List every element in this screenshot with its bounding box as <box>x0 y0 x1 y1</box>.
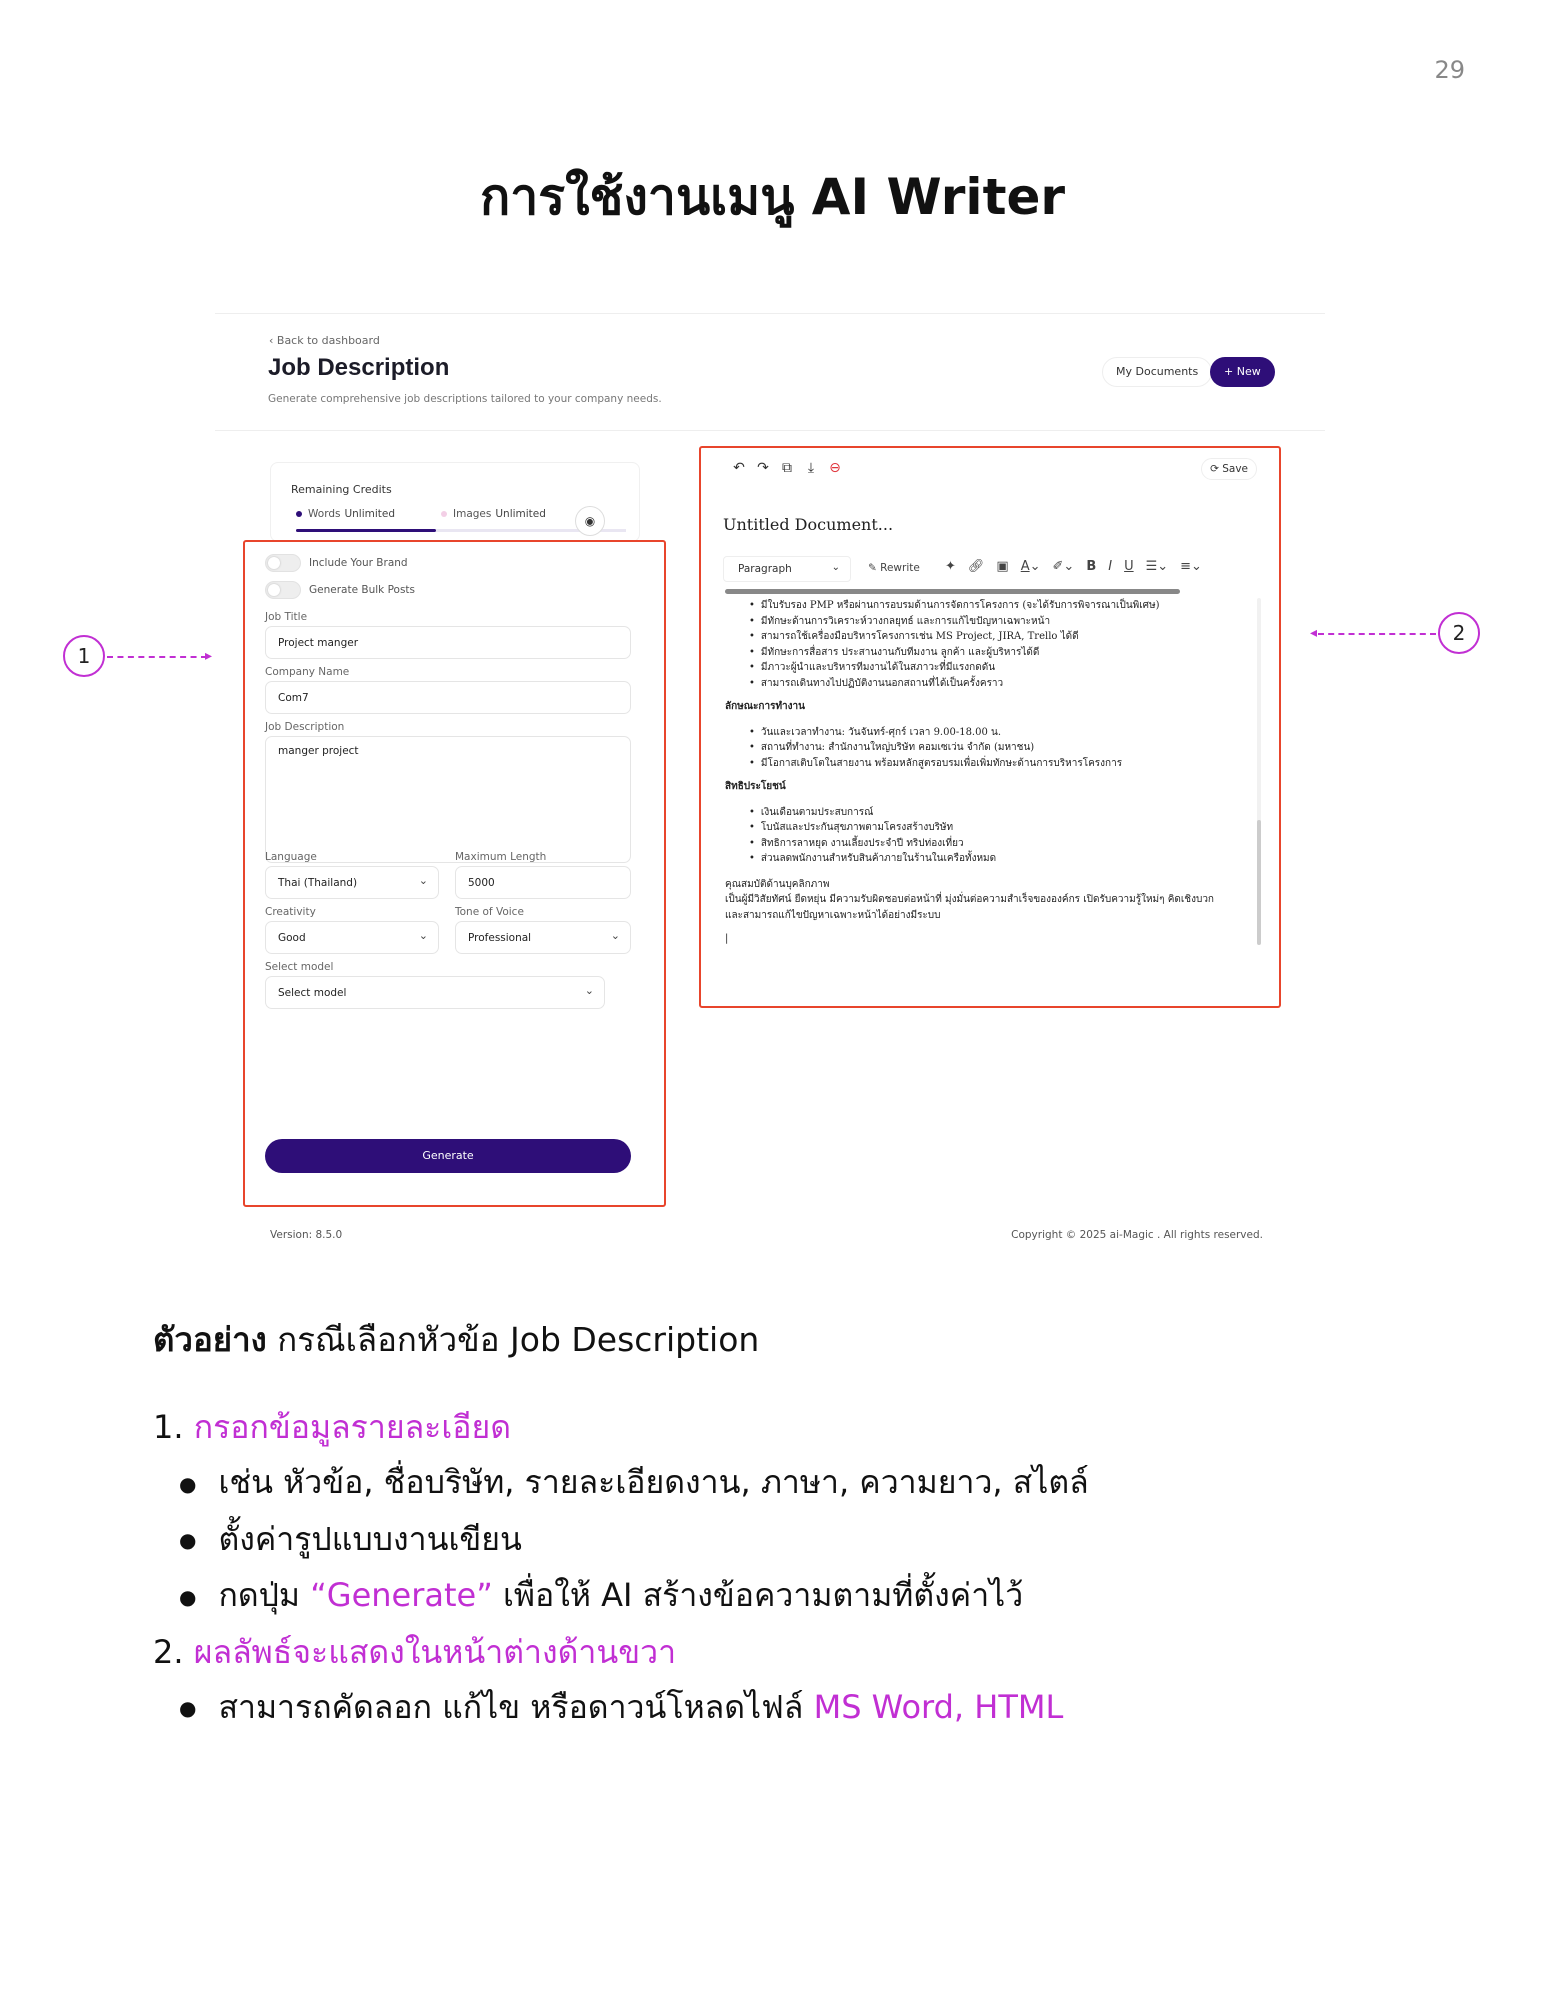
words-value: Unlimited <box>344 508 396 520</box>
tone-value: Professional <box>468 932 532 944</box>
step-2-sub-1 <box>153 1680 1089 1737</box>
text-cursor: | <box>725 933 729 944</box>
step-2-sub-1-highlight: MS Word, HTML <box>813 1687 1064 1726</box>
tool-title: Job Description <box>268 354 450 381</box>
section-heading: สิทธิประโยชน์ <box>725 781 786 792</box>
formatting-toolbar <box>723 556 1258 584</box>
redo-icon[interactable]: ↷ <box>757 460 769 476</box>
callout-2-line <box>1318 633 1436 635</box>
document-title[interactable]: Untitled Document... <box>723 515 894 534</box>
step-2-number: 2. <box>153 1632 194 1671</box>
generate-button[interactable]: Generate <box>265 1139 631 1173</box>
download-icon[interactable]: ⤓ <box>807 460 815 476</box>
example-heading <box>153 1313 759 1366</box>
creativity-label: Creativity <box>265 906 316 918</box>
italic-icon[interactable]: I <box>1108 559 1113 574</box>
list-item: • สถานที่ทำงาน: สำนักงานใหญ่บริษัท คอมเซเว่น จำกัด (มหาชน) <box>749 740 1235 756</box>
step-2 <box>153 1625 1089 1680</box>
model-value: Select model <box>278 987 347 999</box>
step-1-sub-2: ● ตั้งค่ารูปแบบงานเขียน <box>153 1512 1089 1569</box>
save-button[interactable] <box>1201 458 1257 480</box>
tone-label: Tone of Voice <box>455 906 524 918</box>
text-color-icon[interactable]: A⌄ <box>1020 559 1041 574</box>
sparkle-icon[interactable]: ✦ <box>945 559 956 574</box>
arrow-left-icon: ◂ <box>1310 625 1318 641</box>
benefits-list <box>725 805 1235 867</box>
credits-bar <box>296 529 436 532</box>
step-1-sub-3-highlight: “Generate” <box>310 1576 493 1614</box>
bold-icon[interactable]: B <box>1086 559 1097 574</box>
refresh-icon: ⟳ <box>1210 463 1223 475</box>
list-item: • เงินเดือนตามประสบการณ์ <box>749 805 1235 821</box>
chevron-down-icon: ⌄ <box>418 874 428 887</box>
chevron-down-icon: ⌄ <box>610 929 620 942</box>
include-brand-toggle-row[interactable] <box>265 554 408 572</box>
max-length-input[interactable]: 5000 <box>455 866 631 899</box>
list-item: • สามารถเดินทางไปปฏิบัติงานนอกสถานที่ได้เป็นครั้งคราว <box>749 676 1235 692</box>
list-item: • สามารถใช้เครื่องมือบริหารโครงการเช่น MS Project, JIRA, Trello ได้ดี <box>749 629 1235 645</box>
rewrite-button[interactable] <box>868 562 920 574</box>
list-item: • ส่วนลดพนักงานสำหรับสินค้าภายในร้านในเครือทั้งหมด <box>749 851 1235 867</box>
step-1-sub-3-pre: กดปุ่ม <box>218 1576 311 1614</box>
bulk-posts-label: Generate Bulk Posts <box>309 584 416 596</box>
back-to-dashboard-link[interactable]: ‹ Back to dashboard <box>269 334 380 347</box>
copyright-text: Copyright © 2025 ai-Magic . All rights reserved. <box>1011 1229 1263 1241</box>
generated-content[interactable] <box>725 598 1235 947</box>
eye-icon[interactable]: ◉ <box>575 506 605 536</box>
image-icon[interactable]: ▣ <box>996 559 1009 574</box>
language-label: Language <box>265 851 317 863</box>
example-bold: ตัวอย่าง <box>153 1320 267 1359</box>
chevron-down-icon: ⌄ <box>831 562 840 573</box>
list-item: • มีภาวะผู้นำและบริหารทีมงานได้ในสภาวะที่มีแรงกดดัน <box>749 660 1235 676</box>
instruction-list <box>153 1400 1089 1736</box>
section-heading: ลักษณะการทำงาน <box>725 701 806 712</box>
list-item: • มีโอกาสเติบโตในสายงาน พร้อมหลักสูตรอบรมเพื่อเพิ่มทักษะด้านการบริหารโครงการ <box>749 756 1235 772</box>
scrollbar-thumb[interactable] <box>1257 820 1261 945</box>
job-description-textarea[interactable]: manger project <box>265 736 631 863</box>
images-label: Images <box>453 508 492 520</box>
tool-subtitle: Generate comprehensive job descriptions tailored to your company needs. <box>268 393 662 405</box>
step-1-sub-1: ● เช่น หัวข้อ, ชื่อบริษัท, รายละเอียดงาน, ภาษา, ความยาว, สไตล์ <box>153 1455 1089 1512</box>
words-credit <box>296 508 395 520</box>
example-text: กรณีเลือกหัวข้อ Job Description <box>266 1320 760 1359</box>
step-1-sub-3-post: เพื่อให้ AI สร้างข้อความตามที่ตั้งค่าไว้ <box>492 1576 1024 1614</box>
include-brand-label: Include Your Brand <box>309 557 408 569</box>
model-label: Select model <box>265 961 334 973</box>
my-documents-button[interactable]: My Documents <box>1102 357 1212 387</box>
words-label: Words <box>308 508 341 520</box>
highlight-icon[interactable]: ✐⌄ <box>1052 559 1075 574</box>
bulk-posts-toggle[interactable] <box>265 581 301 599</box>
company-name-label: Company Name <box>265 666 350 678</box>
page-number: 29 <box>1434 56 1465 84</box>
page-title: การใช้งานเมนู AI Writer <box>479 168 1066 226</box>
format-icons <box>945 559 1214 574</box>
clear-icon[interactable]: ⊖ <box>829 460 841 476</box>
job-description-label: Job Description <box>265 721 345 733</box>
list-item: • โบนัสและประกันสุขภาพตามโครงสร้างบริษัท <box>749 820 1235 836</box>
qualification-list <box>725 598 1235 691</box>
copy-icon[interactable]: ⧉ <box>782 460 792 476</box>
creativity-value: Good <box>278 932 306 944</box>
link-icon[interactable]: 🔗︎ <box>967 559 985 574</box>
callout-1: 1 <box>63 635 105 677</box>
step-2-title: ผลลัพธ์จะแสดงในหน้าต่างด้านขวา <box>193 1632 677 1671</box>
step-2-sub-1-pre: สามารถคัดลอก แก้ไข หรือดาวน์โหลดไฟล์ <box>218 1687 814 1726</box>
section-heading: คุณสมบัติด้านบุคลิกภาพ <box>725 878 830 890</box>
images-value: Unlimited <box>495 508 546 520</box>
list-item: • มีทักษะการสื่อสาร ประสานงานกับทีมงาน ลูกค้า และผู้บริหารได้ดี <box>749 645 1235 661</box>
underline-icon[interactable]: U <box>1124 559 1134 574</box>
list-item: • มีทักษะด้านการวิเคราะห์วางกลยุทธ์ และการแก้ไขปัญหาเฉพาะหน้า <box>749 614 1235 630</box>
step-1-sub-3 <box>153 1568 1089 1625</box>
work-list <box>725 725 1235 772</box>
credits-card <box>270 462 640 542</box>
step-1-number: 1. <box>153 1408 194 1446</box>
input-form-panel <box>243 540 666 1207</box>
credits-label: Remaining Credits <box>291 483 392 496</box>
chevron-down-icon: ⌄ <box>418 929 428 942</box>
step-1-title: กรอกข้อมูลรายละเอียด <box>193 1408 512 1446</box>
editor-panel <box>699 446 1281 1008</box>
callout-2: 2 <box>1438 612 1480 654</box>
undo-icon[interactable]: ↶ <box>733 460 745 476</box>
job-title-input[interactable]: Project manger <box>265 626 631 659</box>
images-dot-icon <box>441 511 447 517</box>
language-select[interactable] <box>265 866 439 899</box>
company-name-input[interactable]: Com7 <box>265 681 631 714</box>
callout-1-line <box>107 656 207 658</box>
paragraph-value: Paragraph <box>738 563 792 575</box>
pen-icon: ✎ <box>868 562 881 574</box>
creativity-select[interactable] <box>265 921 439 954</box>
max-length-label: Maximum Length <box>455 851 547 863</box>
paragraph-select[interactable] <box>723 556 851 582</box>
save-label: Save <box>1222 463 1248 475</box>
screenshot-header <box>215 314 1325 431</box>
language-value: Thai (Thailand) <box>278 877 358 889</box>
toolbar-divider <box>725 589 1180 594</box>
version-text: Version: 8.5.0 <box>270 1229 343 1241</box>
list-item: • วันและเวลาทำงาน: วันจันทร์-ศุกร์ เวลา 9.00-18.00 น. <box>749 725 1235 741</box>
new-button[interactable]: + New <box>1210 357 1275 387</box>
list-item: • มีใบรับรอง PMP หรือผ่านการอบรมด้านการจัดการโครงการ (จะได้รับการพิจารณาเป็นพิเศษ) <box>749 598 1235 614</box>
step-1 <box>153 1400 1089 1455</box>
personal-paragraph: เป็นผู้มีวิสัยทัศน์ ยืดหยุ่น มีความรับผิดชอบต่อหน้าที่ มุ่งมั่นต่อความสำเร็จขององค์กร เปิดรับความรู้ใหม่ๆ คิดเชิงบวก และสามารถแก้ไขปัญหาเฉพาะหน้าได้อย่างมีระบบ <box>725 894 1214 921</box>
job-title-label: Job Title <box>265 611 308 623</box>
list-item: • สิทธิการลาหยุด งานเลี้ยงประจำปี ทริปท่องเที่ยว <box>749 836 1235 852</box>
arrow-right-icon: ▸ <box>205 648 213 664</box>
rewrite-label: Rewrite <box>880 562 920 574</box>
editor-actions <box>727 460 847 476</box>
ai-writer-screenshot <box>215 313 1325 1263</box>
chevron-down-icon: ⌄ <box>584 984 594 997</box>
include-brand-toggle[interactable] <box>265 554 301 572</box>
words-dot-icon <box>296 511 302 517</box>
numbered-list-icon[interactable]: ≡⌄ <box>1180 559 1202 574</box>
model-select[interactable] <box>265 976 605 1009</box>
bullet-list-icon[interactable]: ☰⌄ <box>1145 559 1169 574</box>
bulk-posts-toggle-row[interactable] <box>265 581 415 599</box>
images-credit <box>441 508 546 520</box>
tone-select[interactable] <box>455 921 631 954</box>
